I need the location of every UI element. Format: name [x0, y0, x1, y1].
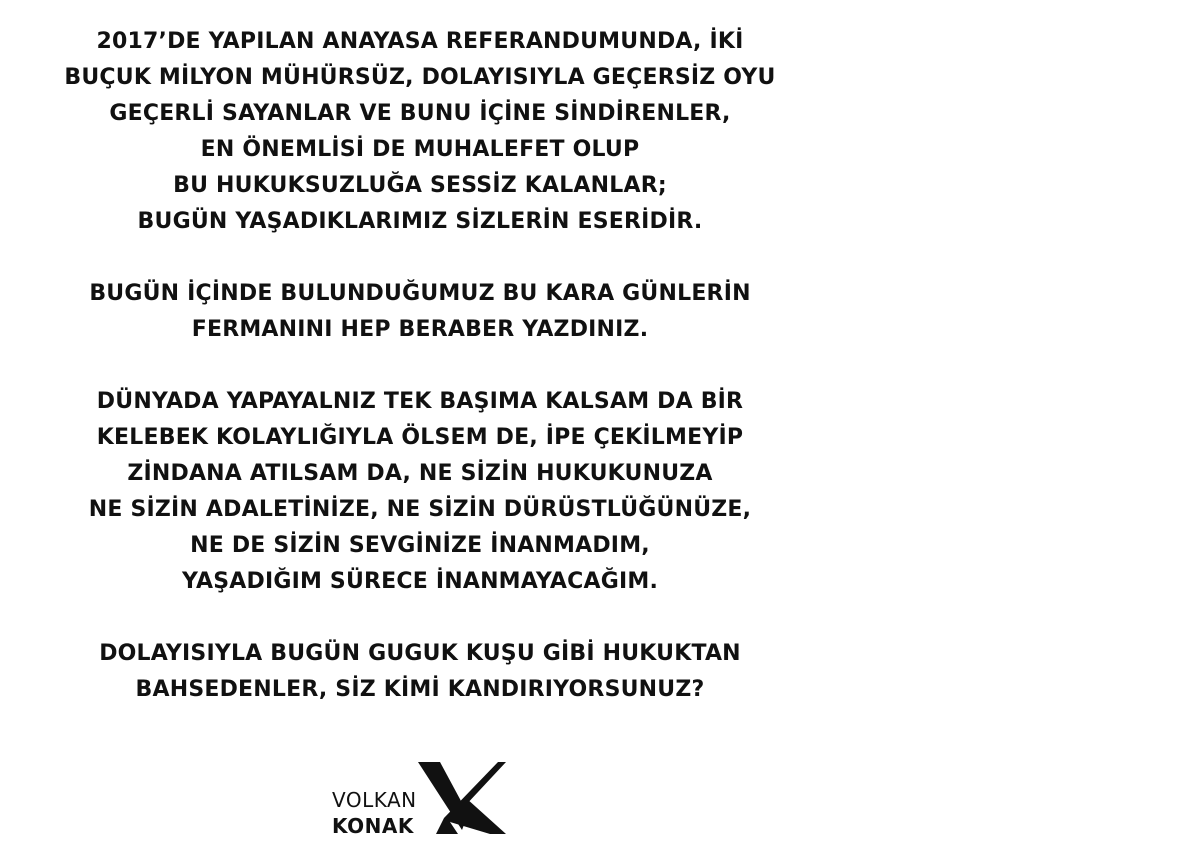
paragraph-4 — [20, 636, 820, 708]
signature-last-name: KONAK — [332, 814, 414, 838]
statement-line: BUÇUK MİLYON MÜHÜRSÜZ, DOLAYISIYLA GEÇERSİZ OYU — [64, 65, 776, 90]
signature-first-name: VOLKAN — [332, 788, 417, 812]
statement-line: YAŞADIĞIM SÜRECE İNANMAYACAĞIM. — [181, 569, 659, 594]
statement-line: DÜNYADA YAPAYALNIZ TEK BAŞIMA KALSAM DA BİR — [96, 389, 744, 414]
statement-line: FERMANINI HEP BERABER YAZDINIZ. — [191, 317, 649, 342]
statement-line: EN ÖNEMLİSİ DE MUHALEFET OLUP — [200, 137, 640, 162]
statement-line: GEÇERLİ SAYANLAR VE BUNU İÇİNE SİNDİRENLER, — [109, 101, 731, 126]
statement-line: KELEBEK KOLAYLIĞIYLA ÖLSEM DE, İPE ÇEKİLMEYİP — [96, 425, 744, 450]
statement-line: BU HUKUKSUZLUĞA SESSİZ KALANLAR; — [173, 173, 667, 198]
statement-line: NE SİZİN ADALETİNİZE, NE SİZİN DÜRÜSTLÜĞÜNÜZE, — [88, 497, 752, 522]
paragraph-1 — [20, 24, 820, 240]
statement-line: 2017’DE YAPILAN ANAYASA REFERANDUMUNDA, İKİ — [96, 29, 744, 54]
k-monogram-icon — [410, 758, 510, 838]
paragraph-3 — [20, 384, 820, 600]
statement-line: DOLAYISIYLA BUGÜN GUGUK KUŞU GİBİ HUKUKTAN — [99, 641, 741, 666]
statement-line: BUGÜN İÇİNDE BULUNDUĞUMUZ BU KARA GÜNLERİN — [89, 281, 751, 306]
statement-line: BAHSEDENLER, SİZ KİMİ KANDIRIYORSUNUZ? — [135, 677, 705, 702]
statement-line: BUGÜN YAŞADIKLARIMIZ SİZLERİN ESERİDİR. — [137, 209, 703, 234]
statement-line: NE DE SİZİN SEVGİNİZE İNANMADIM, — [190, 533, 650, 558]
paragraph-2 — [20, 276, 820, 348]
signature-logo — [330, 758, 520, 844]
statement-line: ZİNDANA ATILSAM DA, NE SİZİN HUKUKUNUZA — [127, 461, 713, 486]
statement-text — [20, 24, 820, 744]
